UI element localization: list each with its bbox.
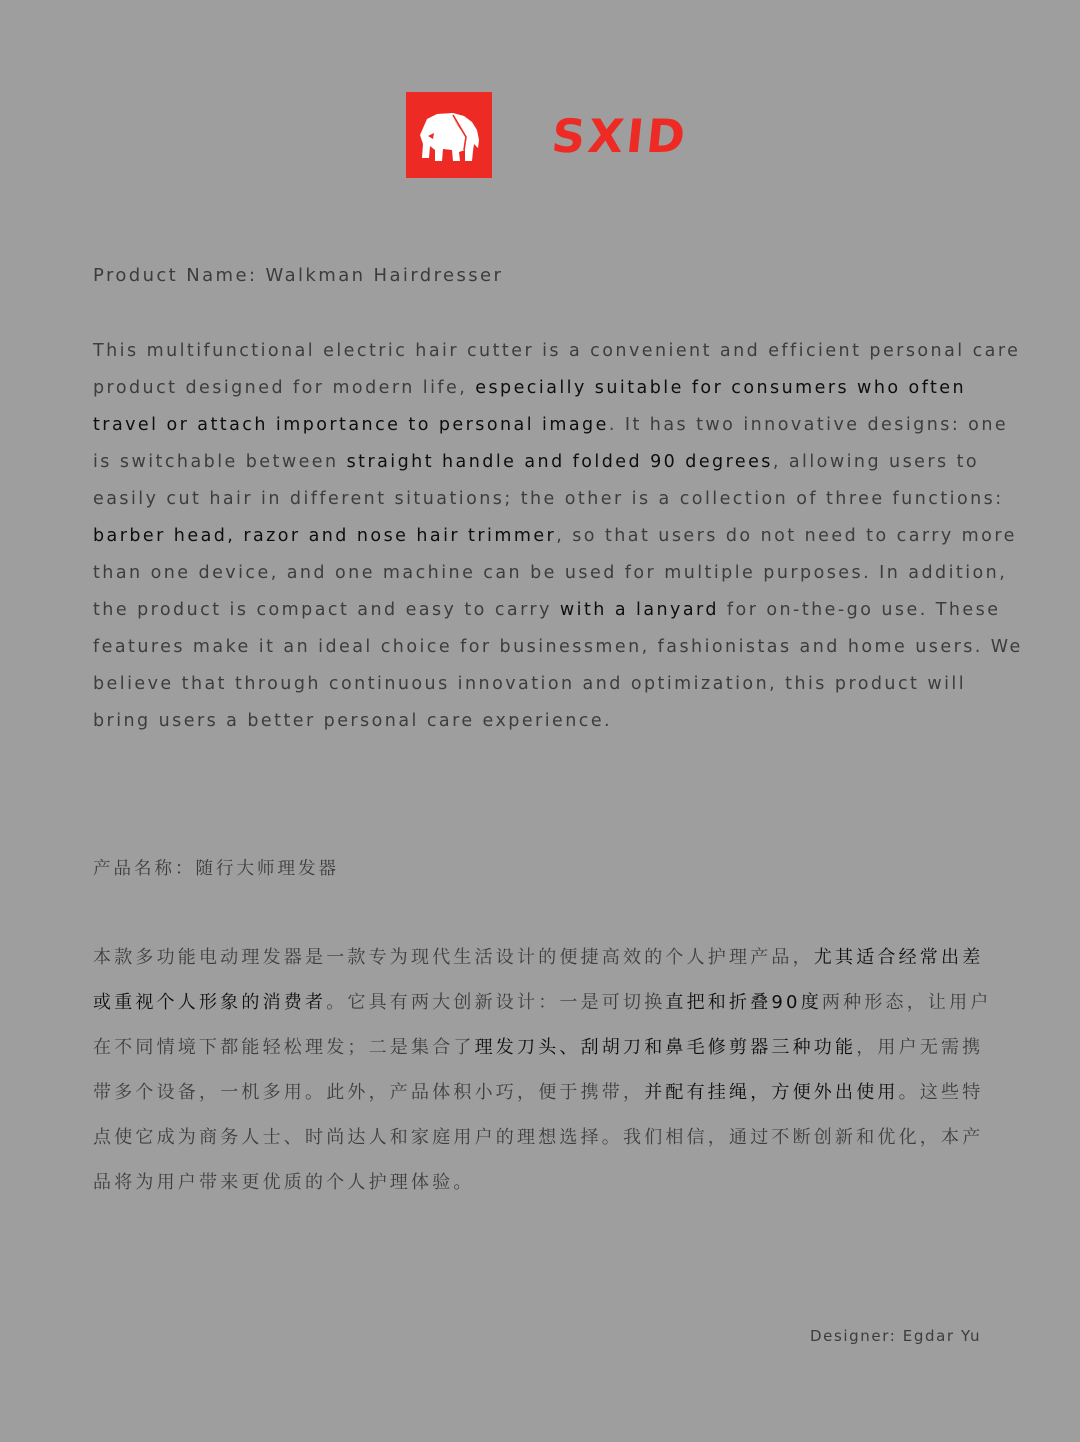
highlighted-text: 直把和折叠90度 xyxy=(665,992,822,1013)
description-chinese xyxy=(93,935,1003,1205)
highlighted-text: especially suitable for consumers who often travel or attach importance to personal image xyxy=(93,378,967,435)
brand-wordmark: SXID xyxy=(549,109,691,163)
highlighted-text: straight handle and folded 90 degrees xyxy=(346,452,773,472)
designer-credit: Designer: Egdar Yu xyxy=(810,1327,982,1345)
text-segment: ，用户无需携带多个设备，一机多用。此外，产品体积小巧，便于携带， xyxy=(93,1037,984,1103)
highlighted-text: with a lanyard xyxy=(559,600,719,620)
text-segment: 两种形态，让用户在不同情境下都能轻松理发；二是集合了 xyxy=(93,992,992,1058)
description-english xyxy=(93,333,1023,740)
text-segment: This multifunctional electric hair cutter is a convenient and efficient personal care product designed for modern life, xyxy=(93,341,1021,398)
text-segment: 。这些特点使它成为商务人士、时尚达人和家庭用户的理想选择。我们相信，通过不断创新和优化，本产品将为用户带来更优质的个人护理体验。 xyxy=(93,1082,984,1193)
text-segment: . It has two innovative designs: one is switchable between xyxy=(93,415,1009,472)
product-name-chinese: 产品名称：随行大师理发器 xyxy=(93,859,339,879)
highlighted-text: 并配有挂绳，方便外出使用 xyxy=(644,1082,899,1103)
highlighted-text: 理发刀头、刮胡刀和鼻毛修剪器三种功能 xyxy=(474,1037,857,1058)
elephant-icon xyxy=(406,92,492,178)
text-segment: , allowing users to easily cut hair in different situations; the other is a collection of three functions: xyxy=(93,452,1004,509)
brand-logo xyxy=(406,92,492,178)
text-segment: 。它具有两大创新设计：一是可切换 xyxy=(326,992,666,1013)
text-segment: for on-the-go use. These features make it an ideal choice for businessmen, fashionistas and home users. We believe that through continuous innovation and optimization, this product will bring users a better personal care experience. xyxy=(93,600,1023,731)
product-name-english: Product Name: Walkman Hairdresser xyxy=(93,265,504,286)
highlighted-text: barber head, razor and nose hair trimmer xyxy=(93,526,557,546)
highlighted-text: 尤其适合经常出差或重视个人形象的消费者 xyxy=(93,947,984,1013)
text-segment: 本款多功能电动理发器是一款专为现代生活设计的便捷高效的个人护理产品， xyxy=(93,947,814,968)
text-segment: , so that users do not need to carry more than one device, and one machine can be used for multiple purposes. In addition, the product is compact and easy to carry xyxy=(93,526,1017,620)
